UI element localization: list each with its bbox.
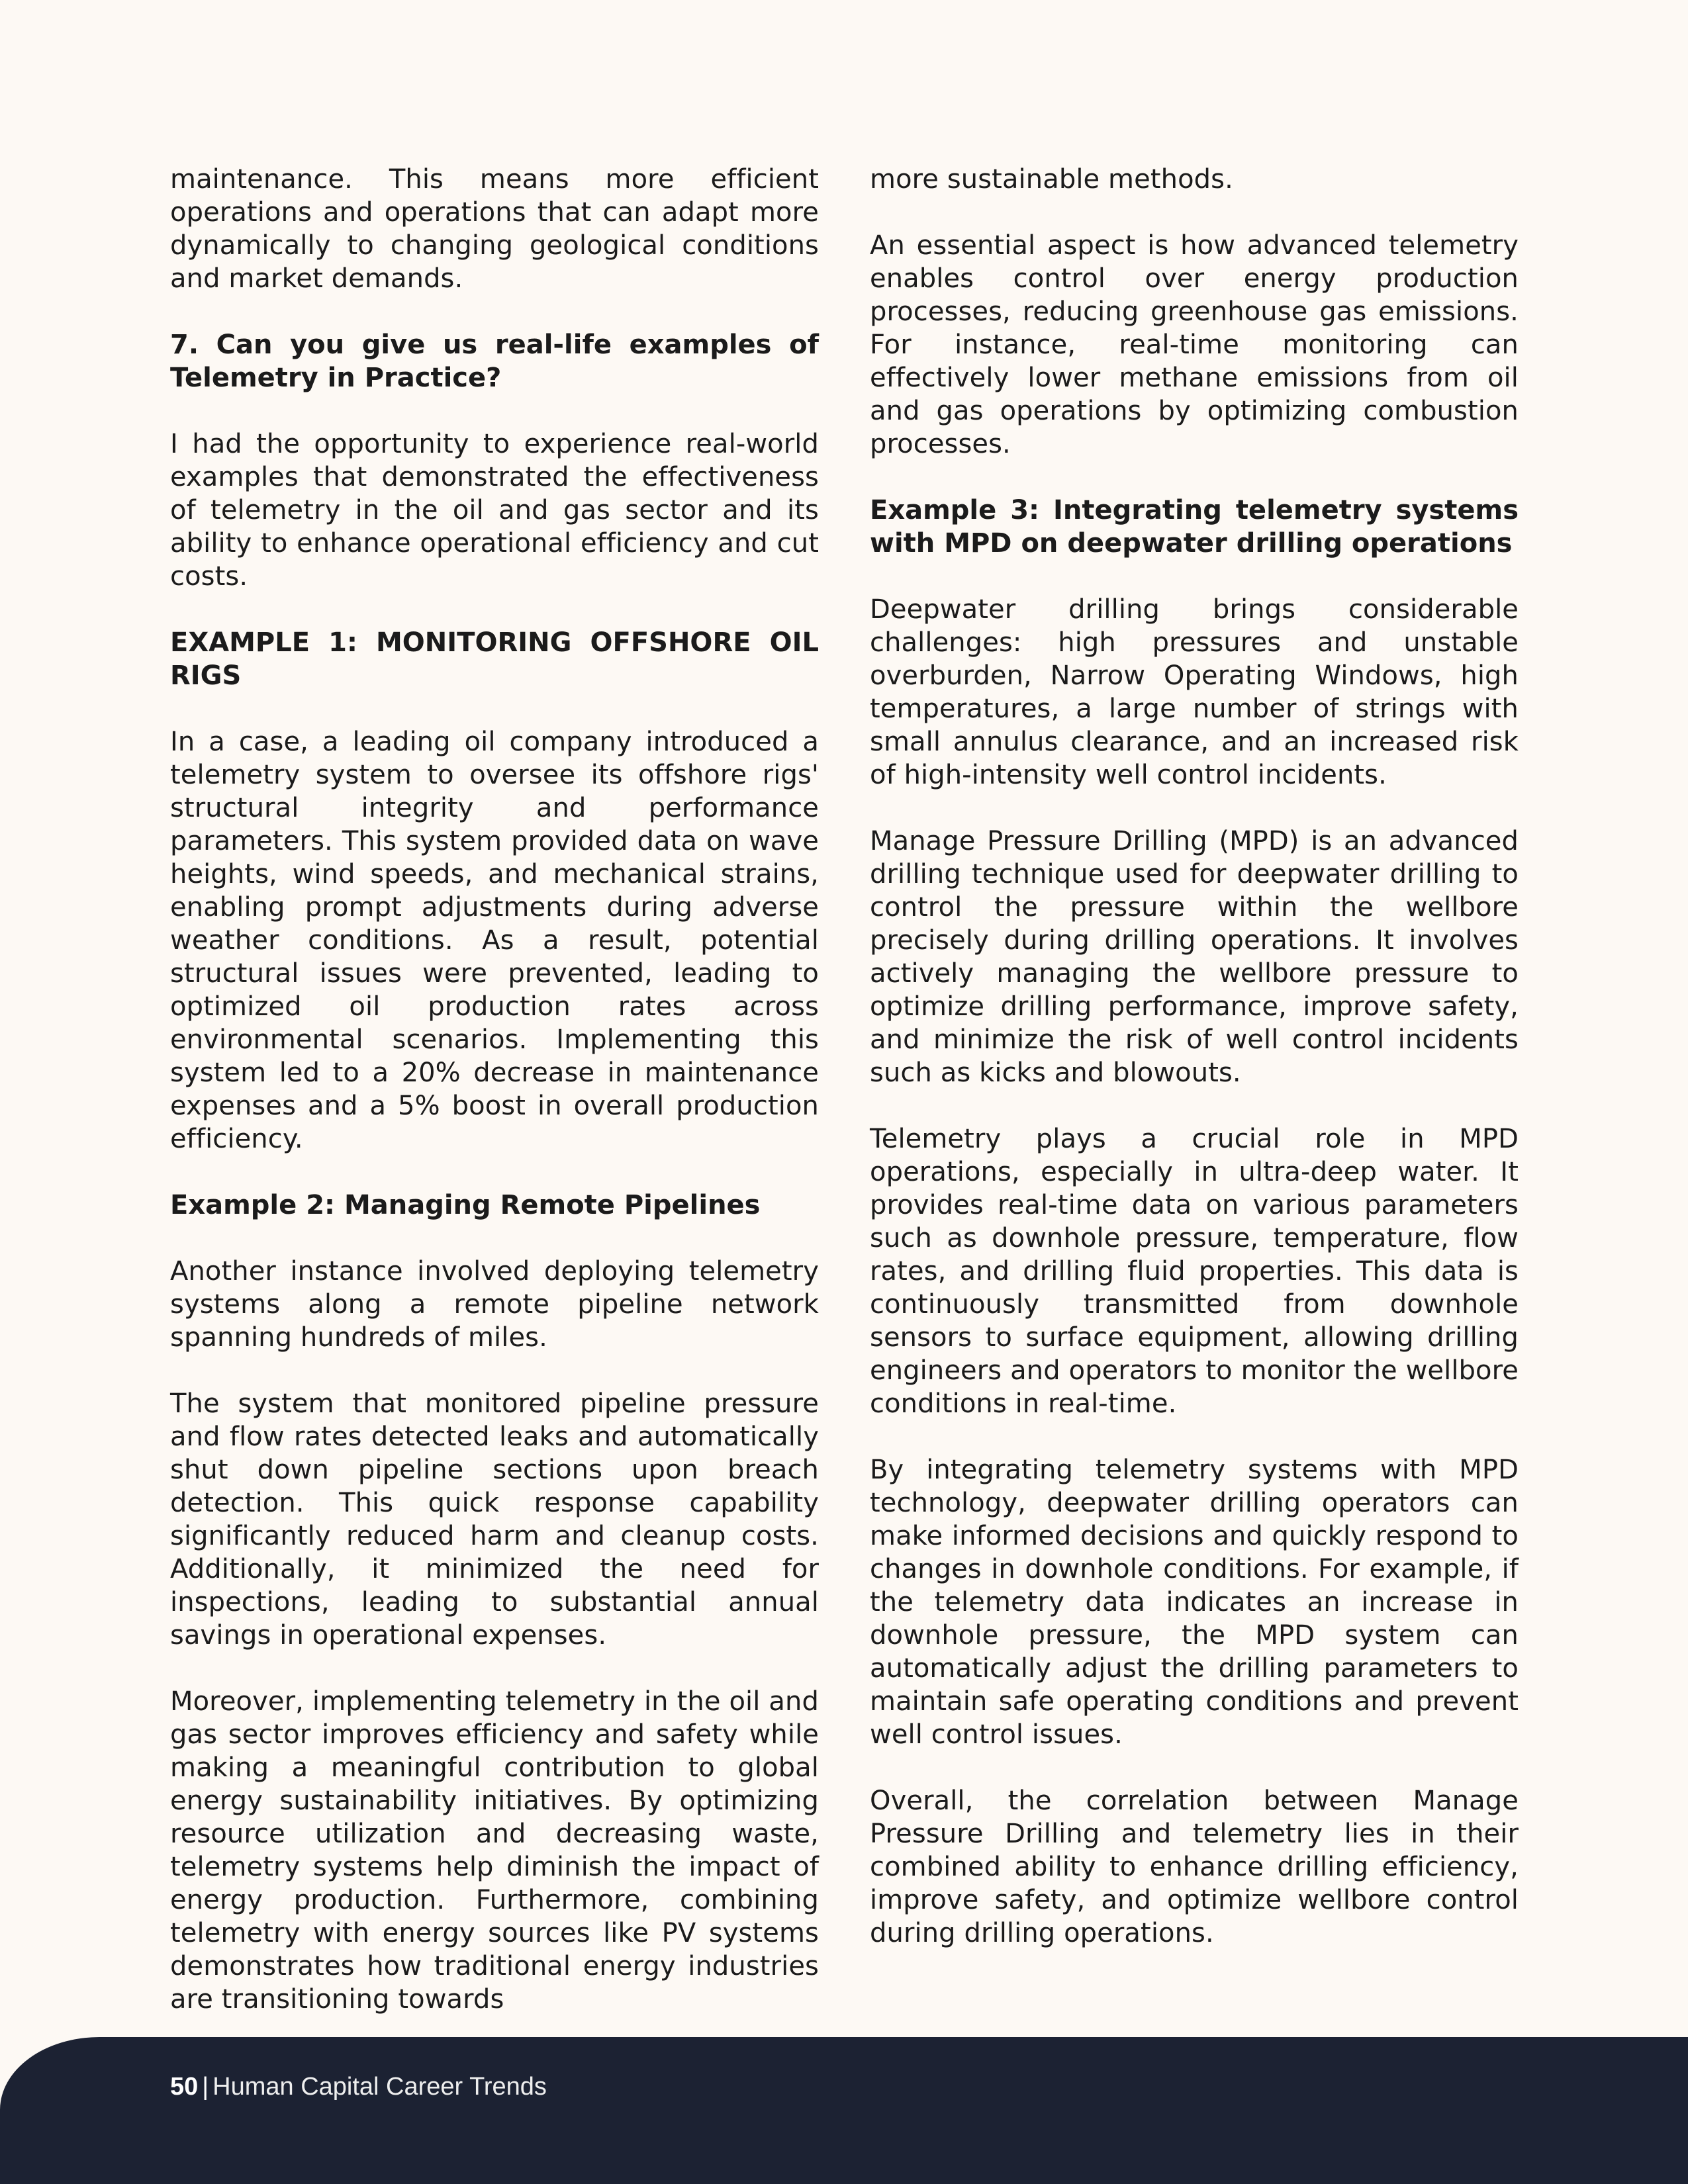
paragraph-overall: Overall, the correlation between Manage Pressure Drilling and telemetry lies in their combined ability to enhance drilling efficiency, improve safety, and optimize wellbore control during drilling operations. bbox=[870, 1786, 1519, 1948]
left-column bbox=[170, 163, 819, 2016]
paragraph-moreover: Moreover, implementing telemetry in the oil and gas sector improves efficiency and safety while making a meaningful contribution to global energy sustainability initiatives. By optimizing resource utilization and decreasing waste, telemetry systems help diminish the impact of energy production. Furthermore, combining telemetry with energy sources like PV systems demonstrates how traditional energy industries are transitioning towards bbox=[170, 1686, 819, 2015]
example-2-heading: Example 2: Managing Remote Pipelines bbox=[170, 1190, 761, 1220]
paragraph-telemetry-role: Telemetry plays a crucial role in MPD operations, especially in ultra-deep water. It provides real-time data on various parameters such as downhole pressure, temperature, flow rates, and drilling fluid properties. This data is continuously transmitted from downhole sensors to surface equipment, allowing drilling engineers and operators to monitor the wellbore conditions in real-time. bbox=[870, 1124, 1519, 1419]
paragraph-intro: maintenance. This means more efficient operations and operations that can adapt more dynamically to changing geological conditions and market demands. bbox=[170, 164, 819, 294]
example-1-heading: EXAMPLE 1: MONITORING OFFSHORE OIL RIGS bbox=[170, 627, 819, 691]
page-number: 50 bbox=[170, 2073, 199, 2101]
right-column bbox=[870, 163, 1519, 1950]
example-3-heading: Example 3: Integrating telemetry systems with MPD on deepwater drilling operations bbox=[870, 495, 1519, 559]
paragraph-example-1: In a case, a leading oil company introduced a telemetry system to oversee its offshore rigs' structural integrity and performance parameters. This system provided data on wave heights, wind speeds, and mechanical strains, enabling prompt adjustments during adverse weather conditions. As a result, potential structural issues were prevented, leading to optimized oil production rates across environmental scenarios. Implementing this system led to a 20% decrease in maintenance expenses and a 5% boost in overall production efficiency. bbox=[170, 727, 819, 1154]
footer-separator: | bbox=[202, 2073, 209, 2101]
question-7-heading: 7. Can you give us real-life examples of Telemetry in Practice? bbox=[170, 330, 819, 393]
footer-band bbox=[0, 2037, 1688, 2184]
footer-caption bbox=[170, 2072, 547, 2101]
publication-title: Human Capital Career Trends bbox=[212, 2073, 547, 2101]
paragraph-example-2-detail: The system that monitored pipeline pressure and flow rates detected leaks and automatically shut down pipeline sections upon breach detection. This quick response capability significantly reduced harm and cleanup costs. Additionally, it minimized the need for inspections, leading to substantial annual savings in operational expenses. bbox=[170, 1388, 819, 1651]
paragraph-q7-answer: I had the opportunity to experience real-world examples that demonstrated the effectiveness of telemetry in the oil and gas sector and its ability to enhance operational efficiency and cut costs. bbox=[170, 429, 819, 592]
paragraph-example-2-intro: Another instance involved deploying telemetry systems along a remote pipeline network spanning hundreds of miles. bbox=[170, 1256, 819, 1353]
paragraph-mpd: Manage Pressure Drilling (MPD) is an advanced drilling technique used for deepwater drilling to control the pressure within the wellbore precisely during drilling operations. It involves actively managing the wellbore pressure to optimize drilling performance, improve safety, and minimize the risk of well control incidents such as kicks and blowouts. bbox=[870, 826, 1519, 1088]
paragraph-continued: more sustainable methods. bbox=[870, 164, 1233, 195]
paragraph-essential-aspect: An essential aspect is how advanced telemetry enables control over energy production processes, reducing greenhouse gas emissions. For instance, real-time monitoring can effectively lower methane emissions from oil and gas operations by optimizing combustion processes. bbox=[870, 230, 1519, 459]
paragraph-integrating: By integrating telemetry systems with MPD technology, deepwater drilling operators can make informed decisions and quickly respond to changes in downhole conditions. For example, if the telemetry data indicates an increase in downhole pressure, the MPD system can automatically adjust the drilling parameters to maintain safe operating conditions and prevent well control issues. bbox=[870, 1455, 1519, 1750]
paragraph-deepwater: Deepwater drilling brings considerable challenges: high pressures and unstable overburden, Narrow Operating Windows, high temperatures, a large number of strings with small annulus clearance, and an increased risk of high-intensity well control incidents. bbox=[870, 594, 1519, 790]
